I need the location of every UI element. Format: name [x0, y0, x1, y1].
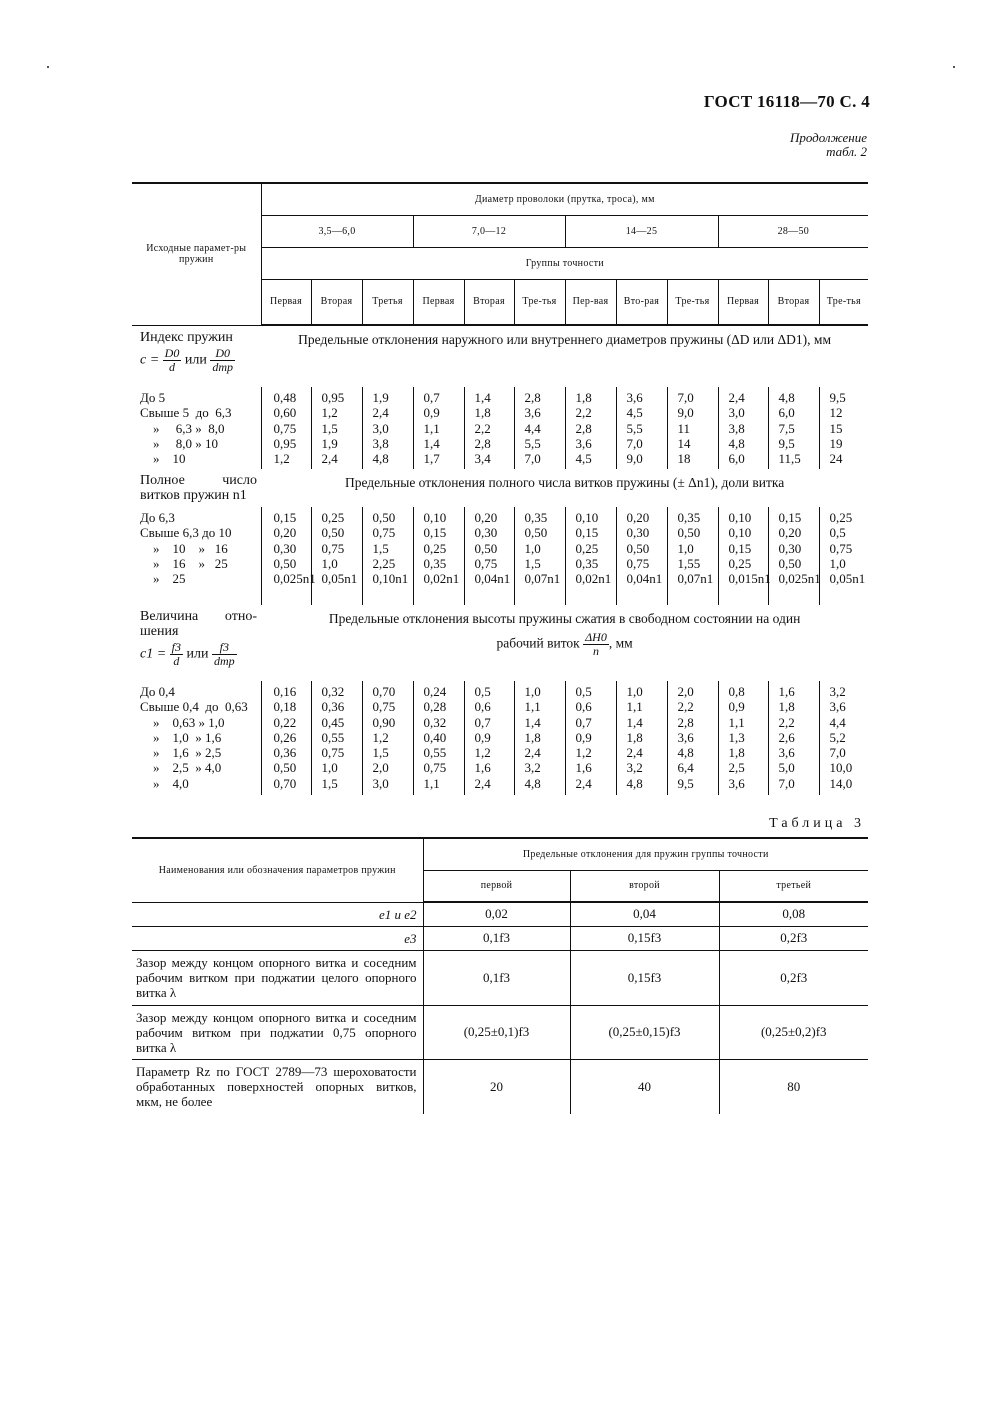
value-column: 0,35 0,50 1,0 1,55 0,07n1 [667, 507, 718, 605]
section-caption: Предельные отклонения наружного или внутреннего диаметров пружины (ΔD или ΔD1), мм [298, 332, 832, 347]
row-name: e1 и e2 [132, 902, 423, 926]
row-value: (0,25±0,15)f3 [570, 1005, 719, 1059]
group-header: второй [570, 870, 719, 902]
section-caption: Предельные отклонения высоты пружины сжатия в свободном состоянии на один рабочий виток $\frac{\Delta H0}{n}$ , мм [328, 611, 801, 658]
table-row [132, 950, 868, 1005]
value-column: 0,32 0,36 0,45 0,55 0,75 1,0 1,5 [311, 681, 362, 795]
value-column: 3,6 4,5 5,5 7,0 9,0 [616, 387, 667, 469]
value-column: 2,0 2,2 2,8 3,6 4,8 6,4 9,5 [667, 681, 718, 795]
range-header: 28—50 [718, 215, 868, 247]
value-column: 1,4 1,8 2,2 2,8 3,4 [464, 387, 514, 469]
row-name: Зазор между концом опорного витка и соседним рабочим витком при поджатии 0,75 опорного витка λ [132, 1005, 423, 1059]
value-column: 0,48 0,60 0,75 0,95 1,2 [261, 387, 311, 469]
row-value: 40 [570, 1059, 719, 1114]
row-value: (0,25±0,2)f3 [719, 1005, 868, 1059]
value-column: 1,0 1,1 1,4 1,8 2,4 3,2 4,8 [616, 681, 667, 795]
row-value: 0,15f3 [570, 926, 719, 950]
value-column: 2,4 3,0 3,8 4,8 6,0 [718, 387, 768, 469]
param-header: Исходные парамет-ры пружин [132, 183, 261, 325]
row-value: (0,25±0,1)f3 [423, 1005, 570, 1059]
value-column: 7,0 9,0 11 14 18 [667, 387, 718, 469]
value-column: 0,5 0,6 0,7 0,9 1,2 1,6 2,4 [464, 681, 514, 795]
row-value: 80 [719, 1059, 868, 1114]
value-column: 0,5 0,6 0,7 0,9 1,2 1,6 2,4 [565, 681, 616, 795]
group-header: третьей [719, 870, 868, 902]
value-column: 0,10 0,15 0,25 0,35 0,02n1 [413, 507, 464, 605]
row-labels: До 6,3 Свыше 6,3 до 10 » 10 » 16 » 16 » 25 » 25 [140, 510, 232, 587]
value-column: 0,10 0,10 0,15 0,25 0,015n1 [718, 507, 768, 605]
group-header: Первая [413, 279, 464, 325]
section-label: Полное число витков пружин n1 [140, 473, 257, 503]
group-header: первой [423, 870, 570, 902]
row-value: 0,04 [570, 902, 719, 926]
scan-dot [47, 66, 49, 68]
group-header: Вто-рая [616, 279, 667, 325]
value-column: 0,70 0,75 0,90 1,2 1,5 2,0 3,0 [362, 681, 413, 795]
table-row [132, 1005, 868, 1059]
value-column: 0,24 0,28 0,32 0,40 0,55 0,75 1,1 [413, 681, 464, 795]
table-row [132, 926, 868, 950]
group-header: Пер-вая [565, 279, 616, 325]
range-header: 3,5—6,0 [261, 215, 413, 247]
value-column: 0,8 0,9 1,1 1,3 1,8 2,5 3,6 [718, 681, 768, 795]
table-3-title: Таблица 3 [769, 816, 865, 831]
section-label: Индекс пружин c = $\frac{D0}{d}$ или $\frac{D0}{\text{dтр}}$ [140, 329, 233, 374]
value-column: 1,0 1,1 1,4 1,8 2,4 3,2 4,8 [514, 681, 565, 795]
row-value: 0,1f3 [423, 926, 570, 950]
value-column: 0,35 0,50 1,0 1,5 0,07n1 [514, 507, 565, 605]
table-3 [132, 837, 868, 1114]
name-header: Наименования или обозначения параметров пружин [132, 838, 423, 902]
group-header: Тре-тья [667, 279, 718, 325]
page-header: ГОСТ 16118—70 С. 4 [703, 92, 870, 111]
value-column: 0,25 0,50 0,75 1,0 0,05n1 [311, 507, 362, 605]
value-column: 0,20 0,30 0,50 0,75 0,04n1 [464, 507, 514, 605]
group-header: Тре-тья [819, 279, 868, 325]
value-column: 0,50 0,75 1,5 2,25 0,10n1 [362, 507, 413, 605]
value-column: 4,8 6,0 7,5 9,5 11,5 [768, 387, 819, 469]
value-column: 1,8 2,2 2,8 3,6 4,5 [565, 387, 616, 469]
value-column: 3,2 3,6 4,4 5,2 7,0 10,0 14,0 [819, 681, 868, 795]
value-column: 1,6 1,8 2,2 2,6 3,6 5,0 7,0 [768, 681, 819, 795]
row-name: Параметр Rz по ГОСТ 2789—73 шероховатости обработанных поверхностей опорных витков, мкм, не более [136, 1064, 417, 1110]
range-header: 7,0—12 [413, 215, 565, 247]
group-header: Вторая [464, 279, 514, 325]
group-header: Третья [362, 279, 413, 325]
fraction: $\frac{\Delta H0}{n}$ [585, 630, 607, 658]
row-name: e3 [132, 926, 423, 950]
scan-dot [953, 66, 955, 68]
row-value: 0,08 [719, 902, 868, 926]
row-value: 0,2f3 [719, 950, 868, 1005]
value-column: 9,5 12 15 19 24 [819, 387, 868, 469]
row-value: 20 [423, 1059, 570, 1114]
row-labels: До 5 Свыше 5 до 6,3 » 6,3 » 8,0 » 8,0 » 10 » 10 [140, 390, 232, 467]
value-column: 0,25 0,5 0,75 1,0 0,05n1 [819, 507, 868, 605]
value-column: 0,16 0,18 0,22 0,26 0,36 0,50 0,70 [261, 681, 311, 795]
value-column: 0,15 0,20 0,30 0,50 0,025n1 [261, 507, 311, 605]
table-2 [132, 182, 868, 795]
row-value: 0,2f3 [719, 926, 868, 950]
diameter-header: Диаметр проволоки (прутка, троса), мм [261, 183, 868, 215]
section-caption: Предельные отклонения полного числа витков пружины (± Δn1), доли витка [344, 475, 785, 490]
group-header: Первая [261, 279, 311, 325]
range-header: 14—25 [565, 215, 718, 247]
fraction: $\frac{f3}{\text{dтр}}$ [214, 640, 235, 668]
value-column: 2,8 3,6 4,4 5,5 7,0 [514, 387, 565, 469]
row-labels: До 0,4 Свыше 0,4 до 0,63 » 0,63 » 1,0 » 1,0 » 1,6 » 1,6 » 2,5 » 2,5 » 4,0 » 4,0 [140, 684, 248, 791]
table-row [132, 902, 868, 926]
table-row [132, 1059, 868, 1114]
group-header: Вторая [768, 279, 819, 325]
fraction: $\frac{D0}{\text{dтр}}$ [212, 345, 233, 374]
value-column: 1,9 2,4 3,0 3,8 4,8 [362, 387, 413, 469]
accuracy-header: Группы точности [261, 247, 868, 279]
fraction: $\frac{D0}{d}$ [164, 345, 180, 374]
value-column: 0,95 1,2 1,5 1,9 2,4 [311, 387, 362, 469]
continuation-note: Продолжение табл. 2 [789, 130, 867, 159]
row-value: 0,15f3 [570, 950, 719, 1005]
section-label: Величина отно-шения c1 = $\frac{f3}{d}$ или $\frac{f3}{\text{dтр}}$ [140, 609, 257, 668]
group-header: Вторая [311, 279, 362, 325]
value-column: 0,10 0,15 0,25 0,35 0,02n1 [565, 507, 616, 605]
value-column: 0,15 0,20 0,30 0,50 0,025n1 [768, 507, 819, 605]
fraction: $\frac{f3}{d}$ [171, 640, 182, 668]
group-header: Первая [718, 279, 768, 325]
group-header: Тре-тья [514, 279, 565, 325]
value-column: 0,20 0,30 0,50 0,75 0,04n1 [616, 507, 667, 605]
row-name: Зазор между концом опорного витка и соседним рабочим витком при поджатии целого опорного витка λ [132, 950, 423, 1005]
row-value: 0,1f3 [423, 950, 570, 1005]
row-value: 0,02 [423, 902, 570, 926]
value-column: 0,7 0,9 1,1 1,4 1,7 [413, 387, 464, 469]
deviation-header: Предельные отклонения для пружин группы точности [423, 838, 868, 870]
